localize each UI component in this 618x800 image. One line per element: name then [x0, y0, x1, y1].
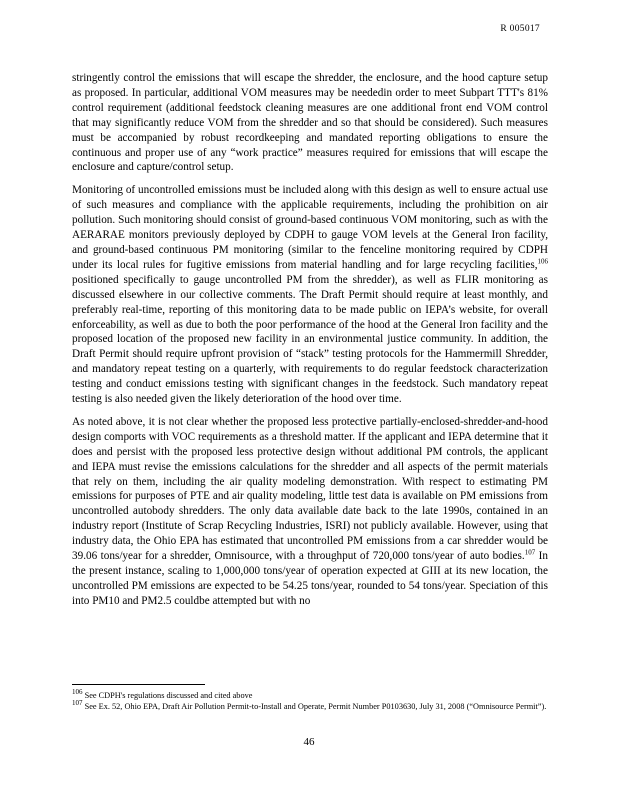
body-text: [72, 71, 548, 617]
footnote-number: 107: [72, 699, 83, 708]
paragraph-3: [72, 415, 548, 609]
page-number: 46: [303, 736, 315, 748]
footnote-ref-107[interactable]: 107: [524, 548, 536, 557]
footnote-text: See CDPH's regulations discussed and cited above: [82, 691, 253, 700]
paragraph-3-part-2: In the present instance, scaling to 1,000,000 tons/year of operation expected at GIII at its new location, the uncontrolled PM emissions are expected to be 54.25 tons/year, rounded to 54 tons/year. Speciation of this into PM10 and PM2.5 couldbe attempted but with no: [72, 550, 549, 607]
paragraph-2: [72, 183, 548, 407]
paragraph-2-part-1: Monitoring of uncontrolled emissions must be included along with this design as well to ensure actual use of such measures and compliance with the applicable requirements, including the prohibition on air pollution. Such monitoring should consist of ground-based continuous VOM monitoring, such as with the AERARAE monitors previously deployed by CDPH to gauge VOM levels at the General Iron facility, and ground-based continuous PM monitoring (similar to the fenceline monitoring required by CDPH under its local rules for fugitive emissions from material handling and for large recycling facilities,: [72, 184, 548, 271]
footnote-106: [72, 690, 548, 701]
paragraph-3-part-1: As noted above, it is not clear whether the proposed less protective partially-enclosed-shredder-and-hood design comports with VOC requirements as a threshold matter. If the applicant and IEPA determine that it does and persist with the proposed less protective design without additional PM controls, the applicant and IEPA must revise the emissions calculations for the shredder and all aspects of the permit materials that rely on them, including the air quality modeling demonstration. With respect to estimating PM emissions for purposes of PTE and air quality modeling, little test data is available on PM emissions from uncontrolled autobody shredders. The only data available date back to the late 1990s, contained in an industry report (Institute of Scrap Recycling Industries, ISRI) not publicly available. However, using that industry data, the Ohio EPA has estimated that uncontrolled PM emissions from a car shredder would be 39.06 tons/year for a shredder, Omnisource, with a throughput of 720,000 tons/year of auto bodies.: [72, 415, 548, 563]
footnote-number: 106: [72, 688, 83, 697]
footnote-107: [72, 701, 548, 712]
footnote-ref-106[interactable]: 106: [537, 257, 548, 266]
paragraph-2-part-2: positioned specifically to gauge uncontrolled PM from the shredder), as well as FLIR monitoring as discussed elsewhere in our collective comments. The Draft Permit should require at least monthly, and preferably real-time, reporting of this monitoring data to be made public on IEPA’s website, for overall enforceability, as well as due to both the poor performance of the hood at the General Iron facility and the proposed location of the proposed new facility in an environmental justice community. In addition, the Draft Permit should require upfront provision of “stack” testing protocols for the Hammermill Shredder, and mandatory repeat testing on a quarterly, with requirements to do regular feedstock characterization testing and conduct emissions testing with significant changes in the feedstock. Such mandatory repeat testing is also needed given the likely deterioration of the hood over time.: [72, 273, 548, 406]
footnote-divider: [72, 684, 205, 685]
paragraph-1: stringently control the emissions that will escape the shredder, the enclosure, and the hood capture setup as proposed. In particular, additional VOM measures may be neededin order to meet Subpart TTT's 81% control requirement (additional feedstock cleaning measures are one additional front end VOM control that may significantly reduce VOM from the shredder and so that should be considered). Such measures must be accompanied by robust recordkeeping and mandated reporting obligations to ensure the continuous and proper use of any “work practice” measures required for emissions that will escape the enclosure and capture/control setup.: [72, 72, 548, 174]
footnote-text: See Ex. 52, Ohio EPA, Draft Air Pollution Permit-to-Install and Operate, Permit Number P0103630, July 31, 2008 (“Omnisource Permit”).: [82, 702, 547, 711]
footnotes: [72, 690, 548, 712]
bates-number: R 005017: [500, 24, 540, 34]
